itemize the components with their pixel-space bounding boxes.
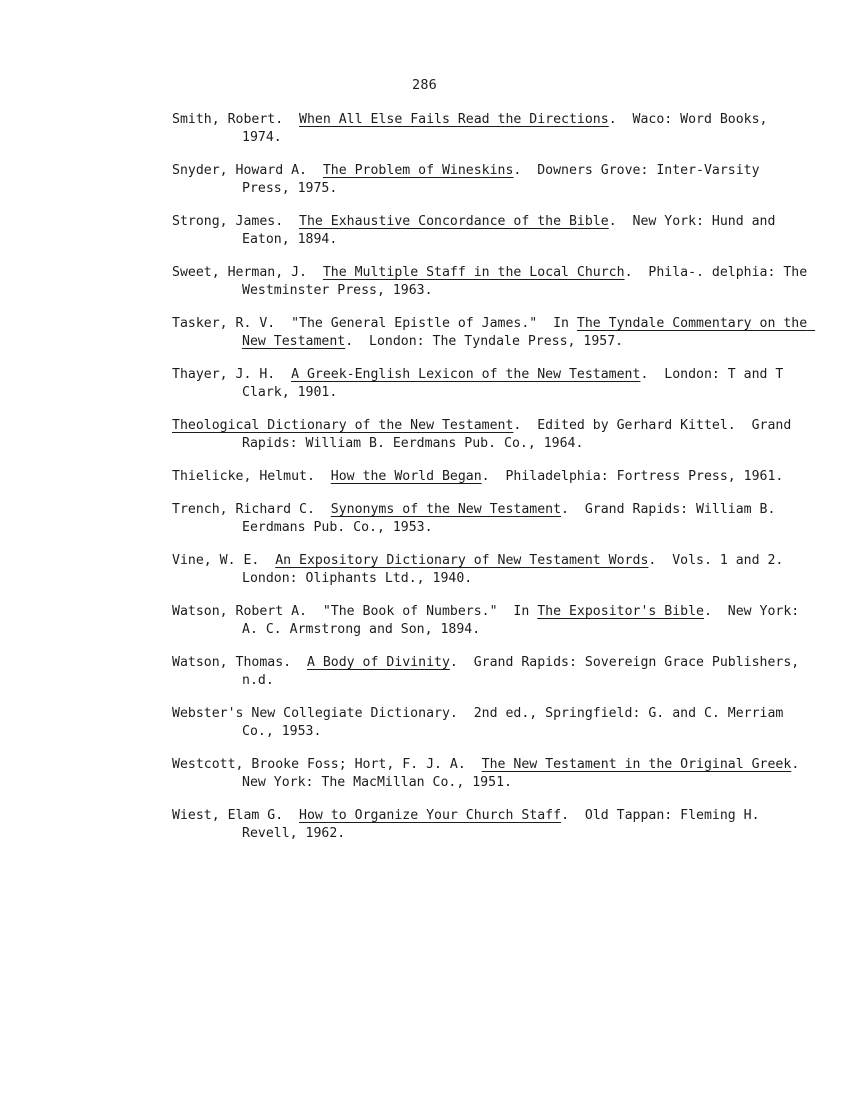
entry-text: Tasker, R. V. "The General Epistle of James." In [172,316,577,331]
entry-title-underlined: Theological Dictionary of the New Testament [172,418,514,433]
entry-text: Watson, Robert A. "The Book of Numbers." In [172,603,538,619]
bibliography-entry [172,315,816,351]
bibliography-entry [172,603,812,639]
entry-title-underlined: Synonyms of the New Testament [330,501,562,517]
entry-text: Thayer, J. H. [172,367,292,382]
entry-text: . Philadelphia: Fortress Press, 1961. [481,469,784,484]
entry-text: . New York: Hund and Eaton, 1894. [242,214,784,248]
bibliography-entry [172,162,812,198]
entry-text: Thielicke, Helmut. [172,469,331,484]
bibliography-entry [172,756,816,792]
entry-title-underlined: The Multiple Staff in the Local Church [322,265,625,280]
entry-title-underlined: A Body of Divinity [306,654,450,670]
bibliography-list [172,111,816,858]
entry-title-underlined: An Expository Dictionary of New Testament Words [275,552,649,568]
entry-text: Smith, Robert. [172,112,300,127]
bibliography-entry [172,111,812,147]
entry-title-underlined: How the World Began [330,469,482,484]
entry-text: . Waco: Word Books, 1974. [242,112,776,146]
entry-title-underlined: How to Organize Your Church Staff [299,807,562,823]
entry-text: . Grand Rapids: Sovereign Grace Publishers, n.d. [242,654,808,688]
entry-text: . Grand Rapids: William B. Eerdmans Pub. Co., 1953. [242,501,784,535]
entry-text: . Downers Grove: Inter-Varsity Press, 1975. [242,163,768,197]
entry-text: Watson, Thomas. [172,654,307,670]
bibliography-entry [172,213,812,249]
entry-text: . Old Tappan: Fleming H. Revell, 1962. [242,807,768,841]
bibliography-entry [172,654,812,690]
entry-text: Snyder, Howard A. [172,163,323,178]
entry-text: Sweet, Herman, J. [172,265,323,280]
page-number: 286 [412,77,437,93]
bibliography-entry [172,501,812,537]
entry-text: . London: The Tyndale Press, 1957. [345,334,624,350]
entry-text: . Vols. 1 and 2. London: Oliphants Ltd., 1940. [242,552,800,586]
entry-text: Webster's New Collegiate Dictionary. 2nd ed., Springfield: G. and C. Merriam Co., 1953. [172,705,792,739]
entry-text: Westcott, Brooke Foss; Hort, F. J. A. [172,756,482,772]
bibliography-entry [172,264,816,300]
entry-title-underlined: When All Else Fails Read the Directions [299,112,609,127]
entry-title-underlined: The Expositor's Bible [537,603,704,619]
entry-text: Trench, Richard C. [172,501,331,517]
bibliography-entry [172,366,812,402]
bibliography-entry [172,705,812,741]
bibliography-entry [172,552,812,588]
entry-text: . Phila-. delphia: The Westminster Press, 1963. [242,265,816,299]
bibliography-entry [172,807,812,843]
entry-text: Vine, W. E. [172,552,276,568]
entry-title-underlined: The Exhaustive Concordance of the Bible [299,214,609,229]
bibliography-entry [172,417,812,453]
entry-text: . London: T and T Clark, 1901. [242,367,792,401]
bibliography-entry [172,468,812,486]
entry-title-underlined: The New Testament in the Original Greek [481,756,792,772]
entry-text: Strong, James. [172,214,300,229]
entry-title-underlined: The Tyndale Commentary on the New Testament [242,316,816,350]
entry-text: . Edited by Gerhard Kittel. Grand Rapids: William B. Eerdmans Pub. Co., 1964. [242,418,800,452]
entry-text: . New York: A. C. Armstrong and Son, 1894. [242,603,808,637]
entry-text: Wiest, Elam G. [172,807,300,823]
entry-title-underlined: The Problem of Wineskins [322,163,514,178]
entry-title-underlined: A Greek-English Lexicon of the New Testament [291,367,641,382]
entry-text: . New York: The MacMillan Co., 1951. [242,756,816,790]
